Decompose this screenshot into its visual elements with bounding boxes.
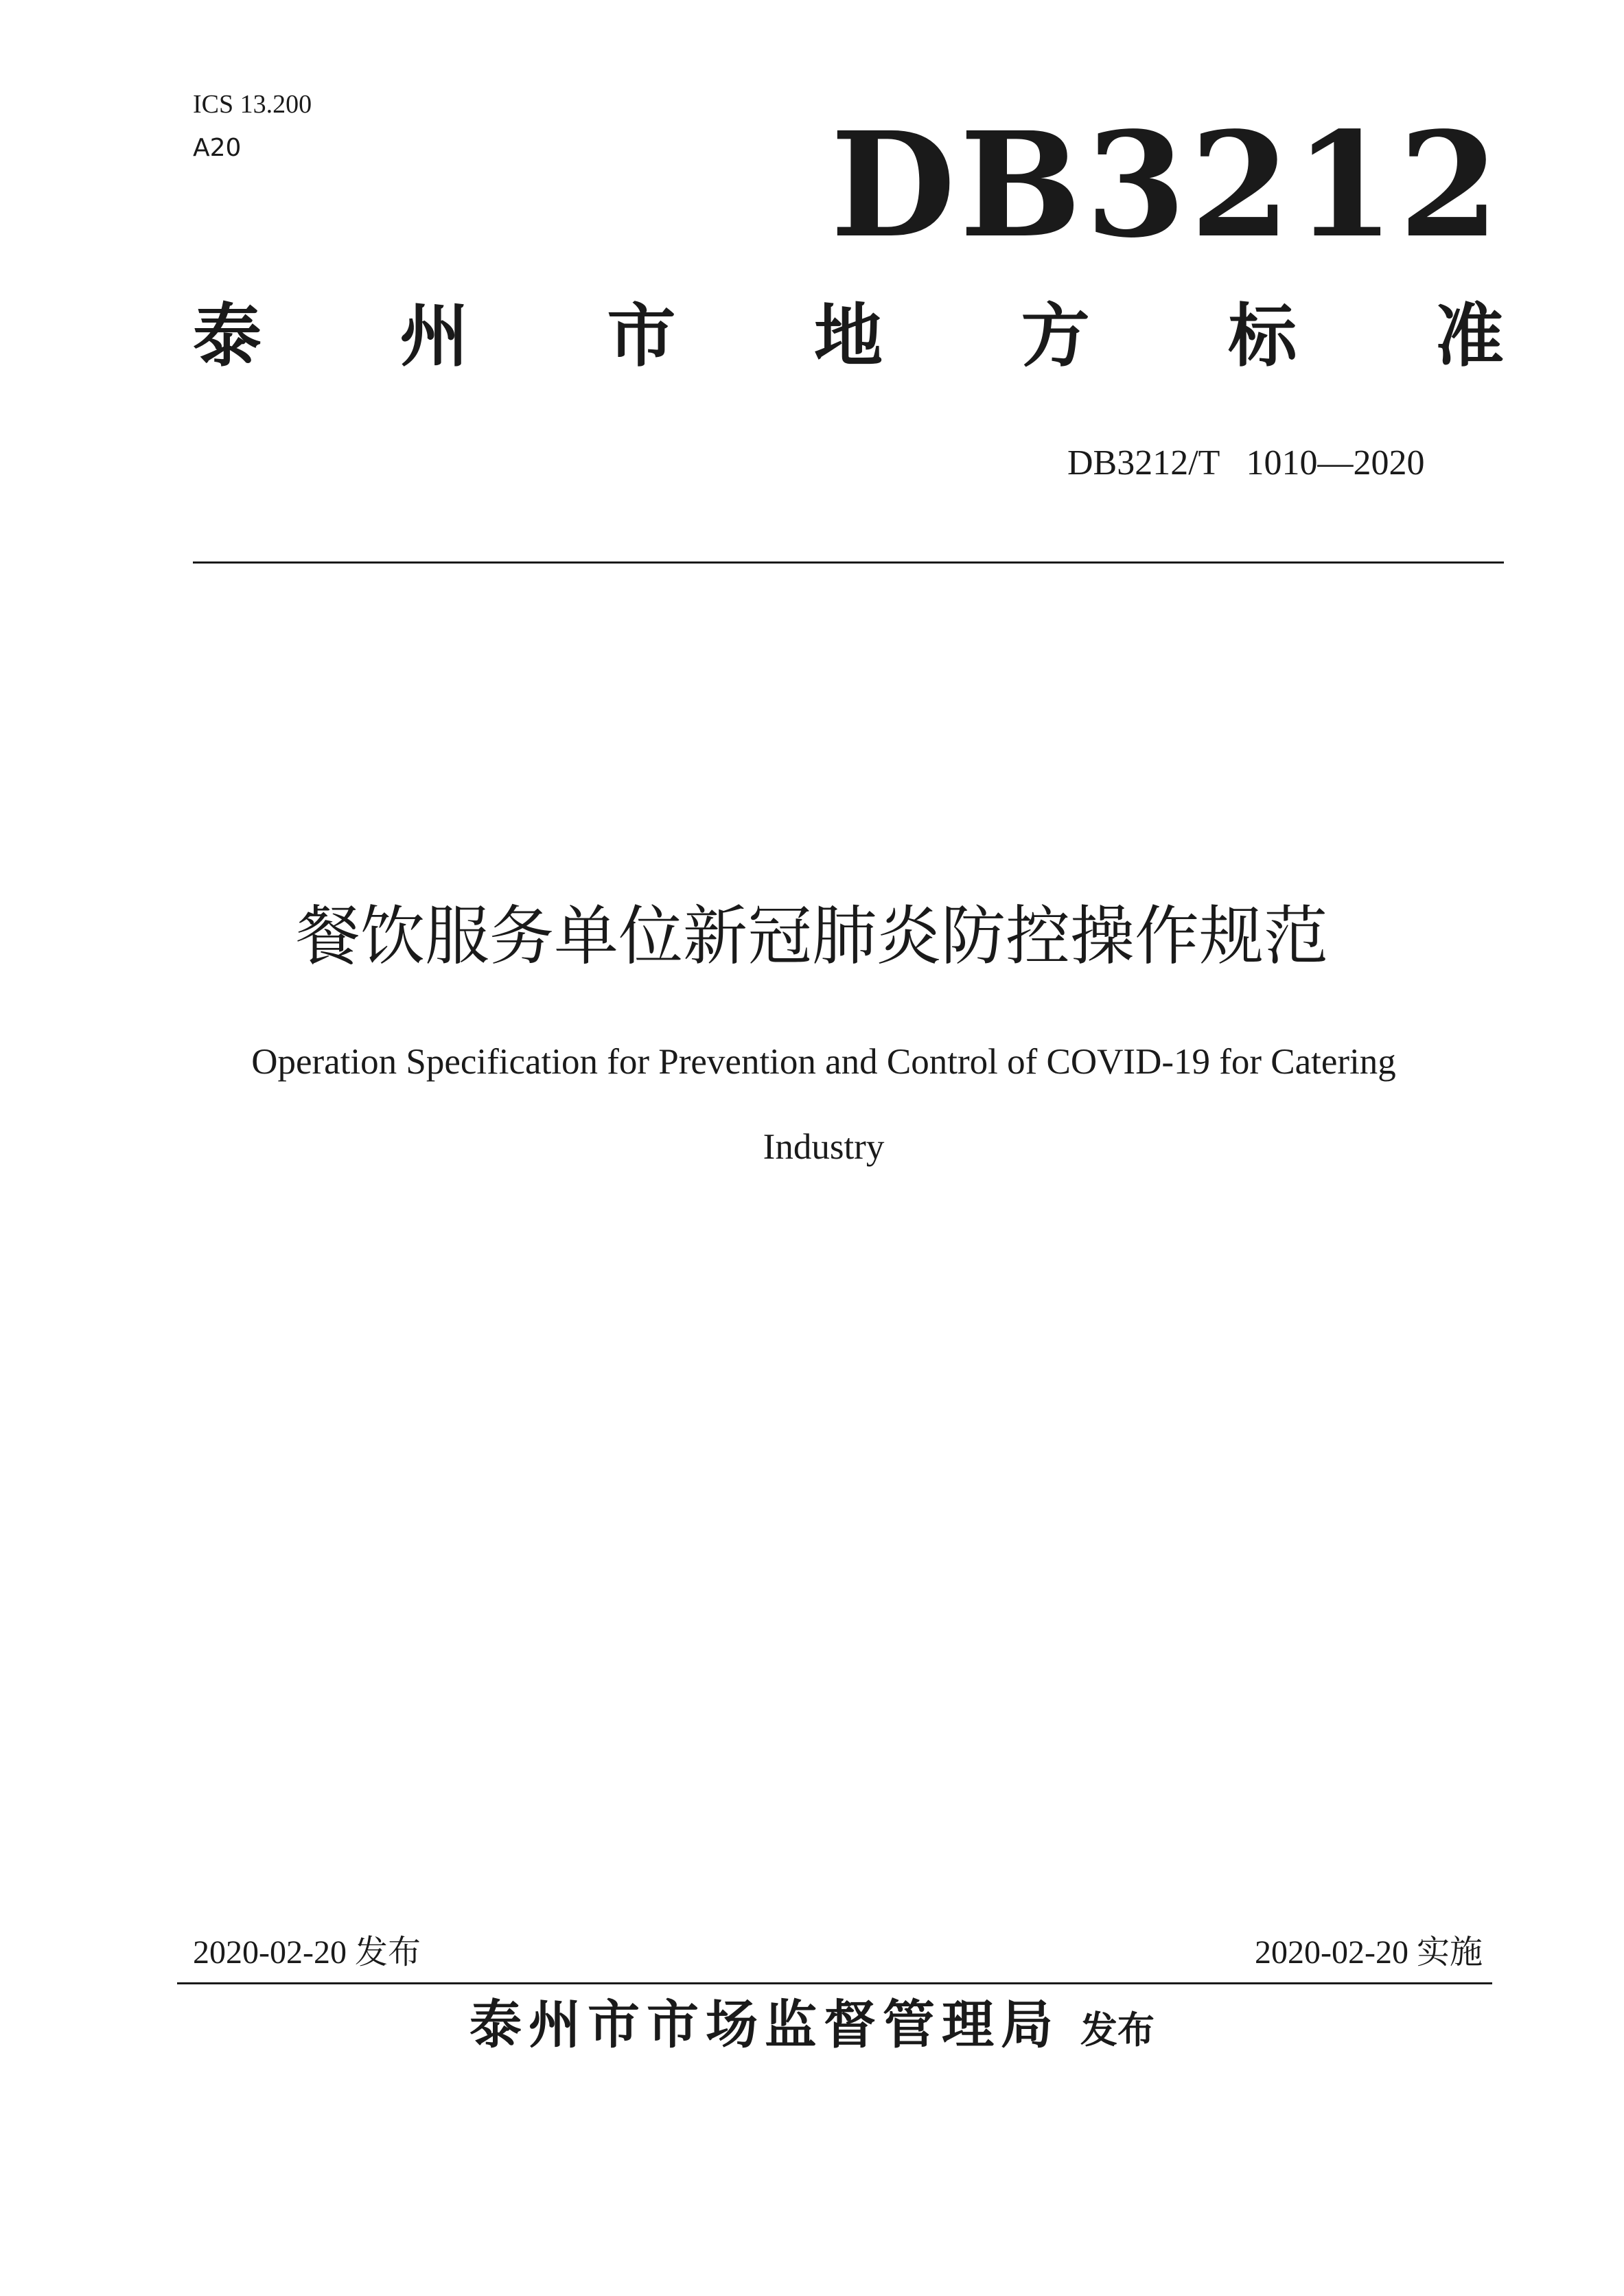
issue-action: 发布 xyxy=(1080,2008,1155,2052)
standard-type-char: 方 xyxy=(1021,296,1090,376)
standard-type-char: 州 xyxy=(399,296,469,376)
header-divider xyxy=(193,561,1504,564)
standard-type-char: 地 xyxy=(813,296,883,376)
document-title-zh: 餐饮服务单位新冠肺炎防控操作规范 xyxy=(295,899,1328,974)
publish-date: 2020-02-20 发布 xyxy=(193,1934,421,1971)
issuer-line xyxy=(0,1987,1624,2077)
standard-type-char: 准 xyxy=(1435,296,1504,376)
standard-type-char: 市 xyxy=(607,296,676,376)
standard-type-char: 泰 xyxy=(193,296,262,376)
ics-code: ICS 13.200 xyxy=(193,90,312,119)
issuing-organization: 泰州市市场监督管理局 xyxy=(469,1994,1060,2055)
classification-codes xyxy=(193,82,312,170)
standard-mark: DB3212 xyxy=(831,100,1504,270)
document-title-en: Operation Specification for Prevention and Control of COVID-19 for Catering Industry xyxy=(251,1042,1396,1167)
footer-divider xyxy=(177,1982,1492,1984)
standard-type-char: 标 xyxy=(1228,296,1297,376)
effective-date: 2020-02-20 实施 xyxy=(1255,1934,1483,1971)
classification-code: A20 xyxy=(193,134,242,162)
standard-number: DB3212/T 1010—2020 xyxy=(1067,443,1425,483)
standard-type-title xyxy=(193,295,1504,378)
